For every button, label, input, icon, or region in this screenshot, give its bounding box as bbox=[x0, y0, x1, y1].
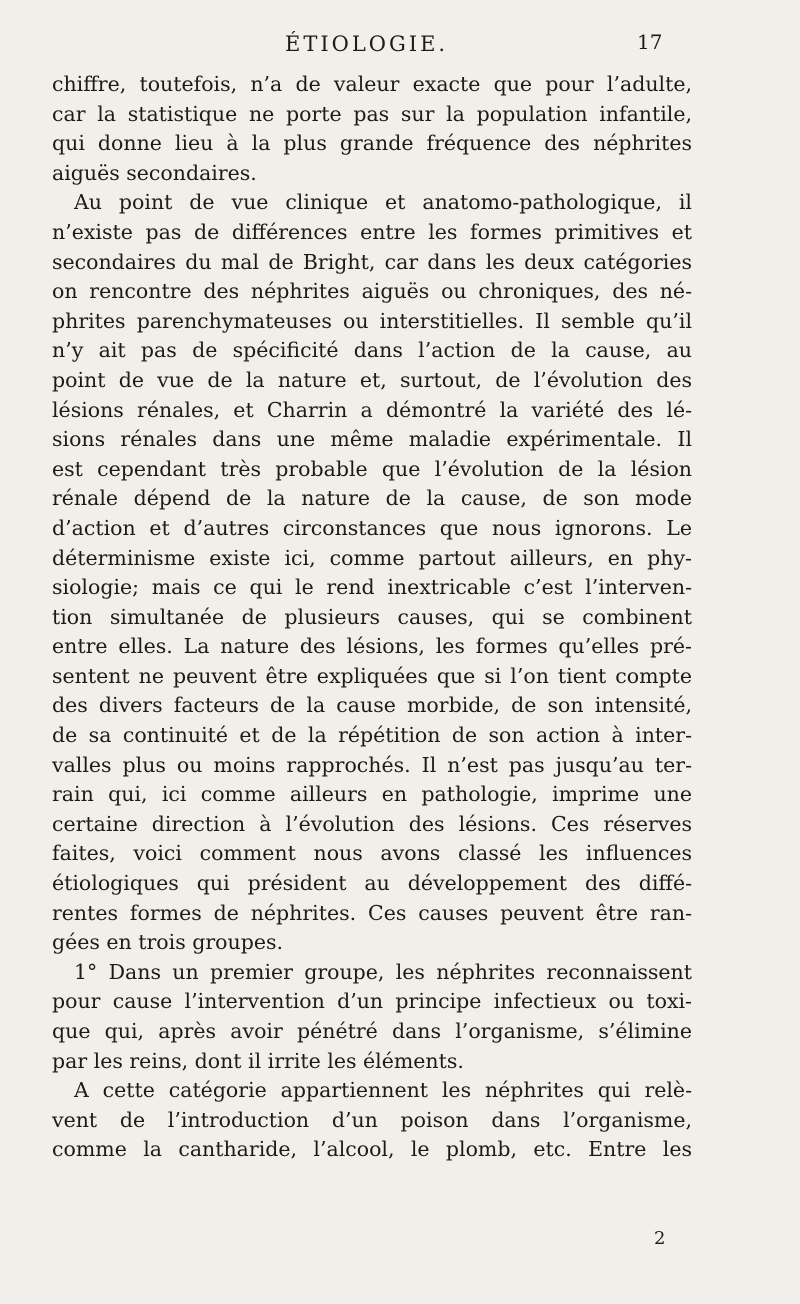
text-line: de sa continuité et de la répétition de son action à inter- bbox=[52, 723, 692, 748]
running-title: ÉTIOLOGIE. bbox=[285, 32, 449, 56]
page-number: 17 bbox=[637, 30, 663, 54]
text-line: par les reins, dont il irrite les éléments. bbox=[52, 1048, 464, 1073]
signature-mark: 2 bbox=[654, 1228, 666, 1249]
text-line: comme la cantharide, l’alcool, le plomb, etc. Entre les bbox=[52, 1137, 692, 1162]
text-line: 1° Dans un premier groupe, les néphrites reconnaissent bbox=[74, 959, 692, 984]
text-line: rain qui, ici comme ailleurs en pathologie, imprime une bbox=[52, 782, 692, 807]
text-line: que qui, après avoir pénétré dans l’organisme, s’élimine bbox=[52, 1019, 692, 1043]
body-text bbox=[52, 70, 692, 1165]
text-line: chiffre, toutefois, n’a de valeur exacte que pour l’adulte, bbox=[52, 72, 692, 96]
text-line: entre elles. La nature des lésions, les formes qu’elles pré- bbox=[52, 634, 692, 659]
text-line: gées en trois groupes. bbox=[52, 930, 284, 955]
text-line: est cependant très probable que l’évolution de la lésion bbox=[52, 456, 692, 481]
text-line: car la statistique ne porte pas sur la population infantile, bbox=[52, 101, 692, 126]
text-line: étiologiques qui président au développement des diffé- bbox=[52, 871, 692, 896]
text-line: on rencontre des néphrites aiguës ou chroniques, des né- bbox=[52, 279, 692, 304]
text-line: d’action et d’autres circonstances que nous ignorons. Le bbox=[52, 515, 692, 540]
text-line: lésions rénales, et Charrin a démontré la variété des lé- bbox=[52, 397, 692, 422]
text-line: qui donne lieu à la plus grande fréquence des néphrites bbox=[52, 131, 692, 156]
text-line: n’existe pas de différences entre les formes primitives et bbox=[52, 219, 692, 244]
text-line: phrites parenchymateuses ou interstitielles. Il semble qu’il bbox=[52, 308, 692, 333]
text-line: vent de l’introduction d’un poison dans l’organisme, bbox=[52, 1107, 692, 1132]
text-line: déterminisme existe ici, comme partout ailleurs, en phy- bbox=[52, 545, 692, 570]
text-line: sentent ne peuvent être expliquées que si l’on tient compte bbox=[52, 663, 692, 688]
text-line: aiguës secondaires. bbox=[52, 160, 257, 185]
text-line: A cette catégorie appartiennent les néphrites qui relè- bbox=[74, 1078, 692, 1103]
text-line: Au point de vue clinique et anatomo-pathologique, il bbox=[74, 190, 692, 215]
text-line: secondaires du mal de Bright, car dans les deux catégories bbox=[52, 249, 692, 274]
text-line: n’y ait pas de spécificité dans l’action de la cause, au bbox=[52, 338, 692, 363]
text-line: pour cause l’intervention d’un principe infectieux ou toxi- bbox=[52, 989, 692, 1014]
text-line: siologie; mais ce qui le rend inextricable c’est l’interven- bbox=[52, 575, 692, 600]
text-line: tion simultanée de plusieurs causes, qui se combinent bbox=[52, 604, 692, 629]
text-line: rénale dépend de la nature de la cause, de son mode bbox=[52, 486, 692, 511]
text-line: valles plus ou moins rapprochés. Il n’est pas jusqu’au ter- bbox=[52, 752, 692, 777]
text-line: sions rénales dans une même maladie expérimentale. Il bbox=[52, 427, 692, 452]
text-line: des divers facteurs de la cause morbide, de son intensité, bbox=[52, 693, 692, 718]
text-line: faites, voici comment nous avons classé les influences bbox=[52, 841, 692, 866]
text-line: rentes formes de néphrites. Ces causes peuvent être ran- bbox=[52, 900, 692, 925]
text-line: point de vue de la nature et, surtout, de l’évolution des bbox=[52, 367, 692, 392]
text-line: certaine direction à l’évolution des lésions. Ces réserves bbox=[52, 811, 692, 836]
